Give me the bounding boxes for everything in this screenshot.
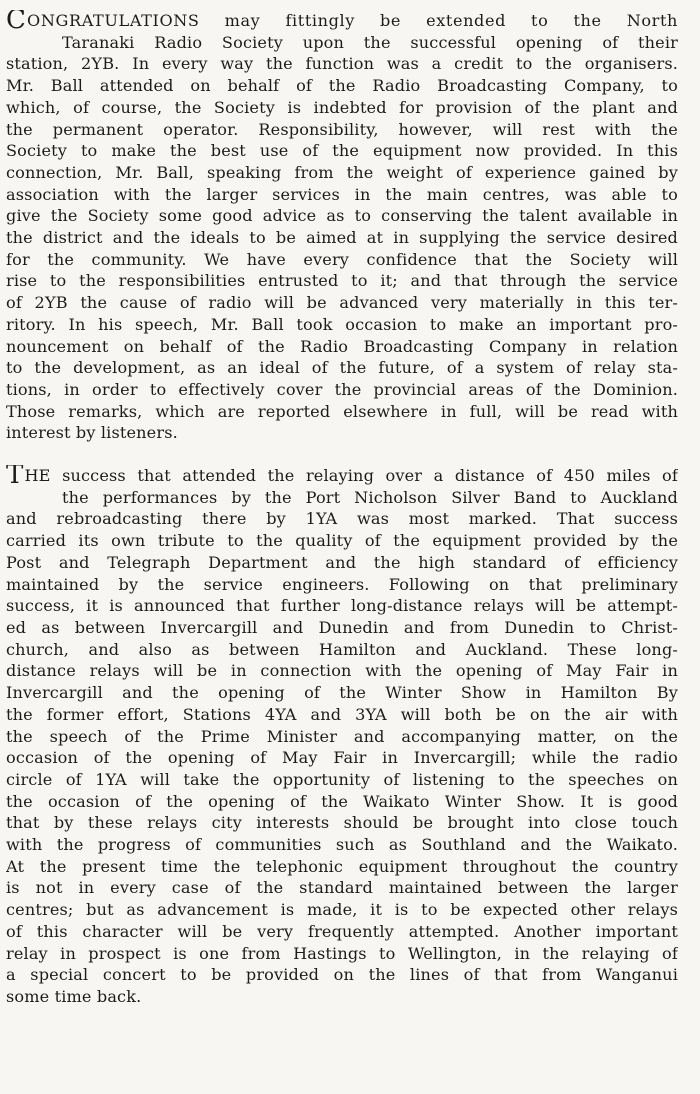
paragraph-line: Mr. Ball attended on behalf of the Radio Broadcasting Company, to: [6, 76, 678, 96]
paragraph-line: rise to the responsibilities entrusted to it; and that through the service: [6, 271, 678, 291]
paragraph-line: Society to make the best use of the equipment now provided. In this: [6, 141, 678, 161]
paragraph-line: of 2YB the cause of radio will be advanced very materially in this ter-: [6, 293, 678, 313]
paragraph-line: the speech of the Prime Minister and accompanying matter, on the: [6, 726, 678, 746]
drop-cap: T: [6, 465, 24, 487]
paragraph-line: of this character will be very frequently attempted. Another important: [6, 921, 678, 941]
paragraph-line: circle of 1YA will take the opportunity of listening to the speeches on: [6, 769, 678, 789]
paragraph-line: connection, Mr. Ball, speaking from the weight of experience gained by: [6, 162, 678, 182]
paragraph-gap: [6, 444, 678, 465]
paragraph-line: maintained by the service engineers. Following on that preliminary: [6, 574, 678, 594]
paragraph-line: [6, 465, 678, 487]
paragraph-line: Invercargill and the opening of the Winter Show in Hamilton By: [6, 683, 678, 703]
article-page: [6, 10, 678, 1008]
paragraph-line: with the progress of communities such as Southland and the Waikato.: [6, 835, 678, 855]
drop-cap: C: [6, 10, 27, 32]
paragraph-line: [6, 10, 678, 32]
paragraph-line: tions, in order to effectively cover the provincial areas of the Dominion.: [6, 379, 678, 399]
paragraph-line: a special concert to be provided on the lines of that from Wanganui: [6, 965, 678, 985]
paragraph-line: occasion of the opening of May Fair in Invercargill; while the radio: [6, 748, 678, 768]
paragraph-line: centres; but as advancement is made, it is to be expected other relays: [6, 900, 678, 920]
paragraph-line: the performances by the Port Nicholson Silver Band to Auckland: [62, 487, 678, 507]
paragraph-line: the permanent operator. Responsibility, however, will rest with the: [6, 119, 678, 139]
paragraph-line: distance relays will be in connection with the opening of May Fair in: [6, 661, 678, 681]
paragraph-line: the district and the ideals to be aimed at in supplying the service desired: [6, 228, 678, 248]
paragraph-line: which, of course, the Society is indebted for provision of the plant and: [6, 97, 678, 117]
paragraph-line: that by these relays city interests should be brought into close touch: [6, 813, 678, 833]
paragraph-line: to the development, as an ideal of the future, of a system of relay sta-: [6, 358, 678, 378]
paragraph-line: carried its own tribute to the quality of the equipment provided by the: [6, 531, 678, 551]
paragraph-line: for the community. We have every confidence that the Society will: [6, 249, 678, 269]
paragraph-line: the former effort, Stations 4YA and 3YA will both be on the air with: [6, 704, 678, 724]
paragraph-line: ritory. In his speech, Mr. Ball took occasion to make an important pro-: [6, 314, 678, 334]
paragraph-line: At the present time the telephonic equipment throughout the country: [6, 856, 678, 876]
paragraph-line: give the Society some good advice as to conserving the talent available in: [6, 206, 678, 226]
paragraph-line: interest by listeners.: [6, 423, 178, 443]
paragraph-line: church, and also as between Hamilton and Auckland. These long-: [6, 639, 678, 659]
paragraph-line: Post and Telegraph Department and the high standard of efficiency: [6, 552, 678, 572]
paragraph-line: relay in prospect is one from Hastings to Wellington, in the relaying of: [6, 943, 678, 963]
paragraph-line: some time back.: [6, 986, 142, 1006]
paragraph-line: association with the larger services in the main centres, was able to: [6, 184, 678, 204]
editorial-paragraph-2: [6, 465, 678, 1008]
paragraph-line: success, it is announced that further long-distance relays will be attempt-: [6, 596, 678, 616]
paragraph-line: ed as between Invercargill and Dunedin and from Dunedin to Christ-: [6, 617, 678, 637]
paragraph-line: Taranaki Radio Society upon the successful opening of their: [62, 32, 678, 52]
paragraph-line: Those remarks, which are reported elsewhere in full, will be read with: [6, 401, 678, 421]
paragraph-line: station, 2YB. In every way the function was a credit to the organisers.: [6, 54, 678, 74]
line-text: HE success that attended the relaying over a distance of 450 miles of: [24, 466, 678, 486]
line-text: ONGRATULATIONS may fittingly be extended to the North: [27, 11, 678, 30]
paragraph-line: and rebroadcasting there by 1YA was most marked. That success: [6, 509, 678, 529]
paragraph-line: nouncement on behalf of the Radio Broadcasting Company in relation: [6, 336, 678, 356]
editorial-paragraph-1: [6, 10, 678, 444]
paragraph-line: is not in every case of the standard maintained between the larger: [6, 878, 678, 898]
paragraph-line: the occasion of the opening of the Waikato Winter Show. It is good: [6, 791, 678, 811]
